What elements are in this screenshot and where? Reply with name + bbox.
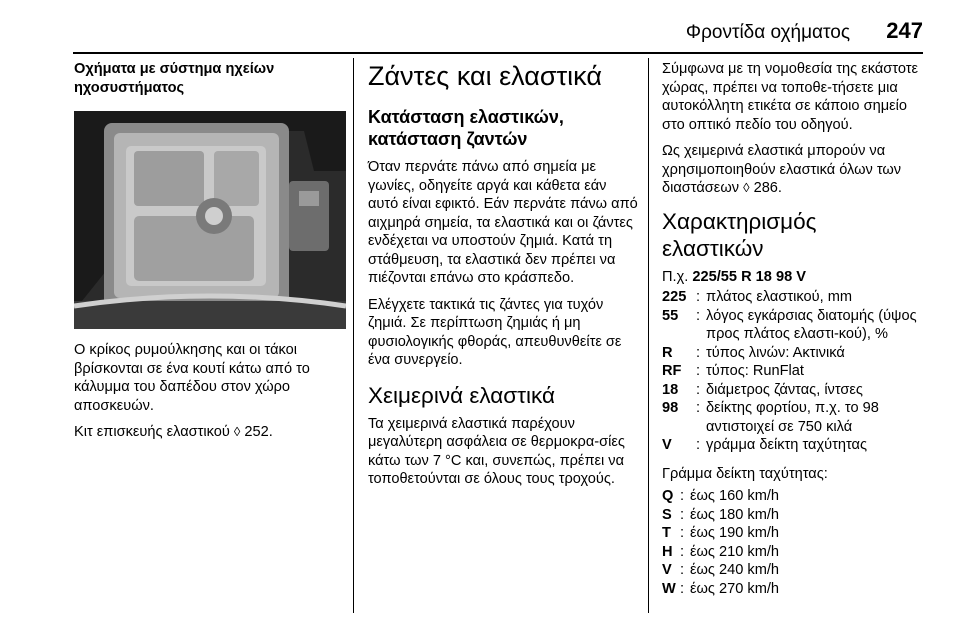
spec-item: 98 : δείκτης φορτίου, π.χ. το 98 αντιστοιχεί σε 750 κιλά	[662, 399, 924, 436]
header-rule	[73, 52, 923, 54]
spec-key: RF	[662, 363, 682, 379]
paragraph-winter: Τα χειμερινά ελαστικά παρέχουν μεγαλύτερη ασφάλεια σε θερμοκρα-σίες κάτω των 7 °C και, συνεπώς, πρέπει να τοποθετούνται σε όλους τους τροχούς.	[368, 415, 625, 487]
spec-key: 18	[662, 381, 679, 398]
spec-value: τύπος: RunFlat	[706, 363, 804, 379]
speed-value: έως 180 km/h	[690, 506, 780, 523]
spec-value: δείκτης φορτίου, π.χ. το 98 αντιστοιχεί σε 750 κιλά	[706, 400, 879, 435]
speed-key: W	[662, 580, 676, 597]
page-ref-arrow-icon: ◊	[743, 180, 750, 195]
column-divider-1	[353, 58, 354, 613]
speed-item: Q : έως 160 km/h	[662, 487, 924, 506]
speed-value: έως 270 km/h	[690, 580, 780, 597]
speed-key: T	[662, 525, 671, 541]
spec-item: 225 : πλάτος ελαστικού, mm	[662, 288, 924, 307]
spec-value: γράμμα δείκτη ταχύτητας	[706, 437, 867, 453]
speed-value: έως 190 km/h	[690, 525, 780, 541]
spec-key: 55	[662, 307, 679, 324]
kit-reference	[74, 423, 346, 442]
spec-key: R	[662, 344, 673, 361]
speed-key: Q	[662, 488, 674, 504]
page-section-title: Φροντίδα οχήματος	[685, 22, 850, 43]
spec-value: λόγος εγκάρσιας διατομής (ύψος προς πλάτος ελαστι-κού), %	[706, 307, 917, 342]
speed-list	[662, 487, 924, 598]
example-line	[662, 268, 924, 287]
speed-value: έως 240 km/h	[690, 562, 780, 578]
paragraph-winter-sizes	[662, 142, 924, 198]
column-left	[74, 60, 346, 450]
example-prefix: Π.χ.	[662, 268, 689, 285]
speed-item: H : έως 210 km/h	[662, 543, 924, 562]
kit-text: Κιτ επισκευής ελαστικού	[74, 424, 230, 440]
tire-repair-kit-photo	[74, 111, 346, 329]
speed-key: H	[662, 543, 673, 560]
spec-value: διάμετρος ζάντας, ίντσες	[706, 381, 863, 398]
spec-item: V : γράμμα δείκτη ταχύτητας	[662, 436, 924, 455]
example-value: 225/55 R 18 98 V	[692, 268, 806, 285]
spec-item: RF : τύπος: RunFlat	[662, 362, 924, 381]
page-header	[0, 0, 960, 56]
winter-sizes-text: Ως χειμερινά ελαστικά μπορούν να χρησιμοποιηθούν ελαστικά όλων των διαστάσεων	[662, 143, 902, 196]
spec-item: 18 : διάμετρος ζάντας, ίντσες	[662, 381, 924, 400]
section-title-wheels-tyres: Ζάντες και ελαστικά	[368, 61, 602, 91]
paragraph-condition-1: Όταν περνάτε πάνω από σημεία με γωνίες, οδηγείτε αργά και κάθετα εάν αυτό είναι εφικτό. Εάν περνάτε πάνω από αιχμηρά σημεία, τα ελαστικά και οι ζάντες ενδέχεται να υποστούν ζημιά. Κατά τη στάθμευση, τα ελαστικά δεν πρέπει να πιέζονται επάνω στο κράσπεδο.	[368, 159, 638, 286]
column-right	[662, 60, 924, 598]
speed-value: έως 210 km/h	[690, 543, 780, 560]
speed-item: V : έως 240 km/h	[662, 561, 924, 580]
photo-caption: Ο κρίκος ρυμούλκησης και οι τάκοι βρίσκονται σε ένα κουτί κάτω από το κάλυμμα του δαπέδου στον χώρο αποσκευών.	[74, 342, 310, 414]
page-number: 247	[886, 18, 923, 43]
spec-key: V	[662, 437, 672, 453]
speed-item: T : έως 190 km/h	[662, 524, 924, 543]
speed-value: έως 160 km/h	[690, 488, 780, 504]
kit-page-link[interactable]: 252.	[244, 424, 273, 440]
speed-key: S	[662, 506, 672, 523]
spec-item: 55 : λόγος εγκάρσιας διατομής (ύψος προς πλάτος ελαστι-κού), %	[662, 307, 924, 344]
section-heading: Οχήματα με σύστημα ηχείων ηχοσυστήματος	[74, 61, 275, 96]
page-ref-arrow-icon: ◊	[233, 424, 241, 439]
paragraph-sticker: Σύμφωνα με τη νομοθεσία της εκάστοτε χώρας, πρέπει να τοποθε-τήσετε μια αυτοκόλλητη ετικέτα σε κάποιο σημείο στο οπτικό πεδίο του οδηγού.	[662, 61, 919, 133]
speed-item: S : έως 180 km/h	[662, 506, 924, 525]
spec-value: τύπος λινών: Ακτινικά	[706, 344, 845, 361]
spec-value: πλάτος ελαστικού, mm	[706, 289, 853, 305]
speed-key: V	[662, 562, 672, 578]
column-middle	[368, 60, 638, 497]
column-divider-2	[648, 58, 649, 613]
speed-index-title: Γράμμα δείκτη ταχύτητας:	[662, 465, 828, 482]
spec-key: 225	[662, 289, 687, 305]
paragraph-condition-2: Ελέγχετε τακτικά τις ζάντες για τυχόν ζημιά. Σε περίπτωση ζημιάς ή μη φυσιολογικής φθοράς, απευθυνθείτε σε ένα συνεργείο.	[368, 296, 622, 368]
section-title-tyre-designation: Χαρακτηρισμός ελαστικών	[662, 208, 817, 261]
spec-item: R : τύπος λινών: Ακτινικά	[662, 344, 924, 363]
speed-item: W : έως 270 km/h	[662, 580, 924, 599]
winter-sizes-page-link[interactable]: 286.	[753, 180, 782, 196]
spec-list	[662, 288, 924, 455]
subsection-title-condition: Κατάσταση ελαστικών, κατάσταση ζαντών	[368, 107, 564, 149]
section-title-winter: Χειμερινά ελαστικά	[368, 382, 556, 408]
spec-key: 98	[662, 400, 679, 416]
